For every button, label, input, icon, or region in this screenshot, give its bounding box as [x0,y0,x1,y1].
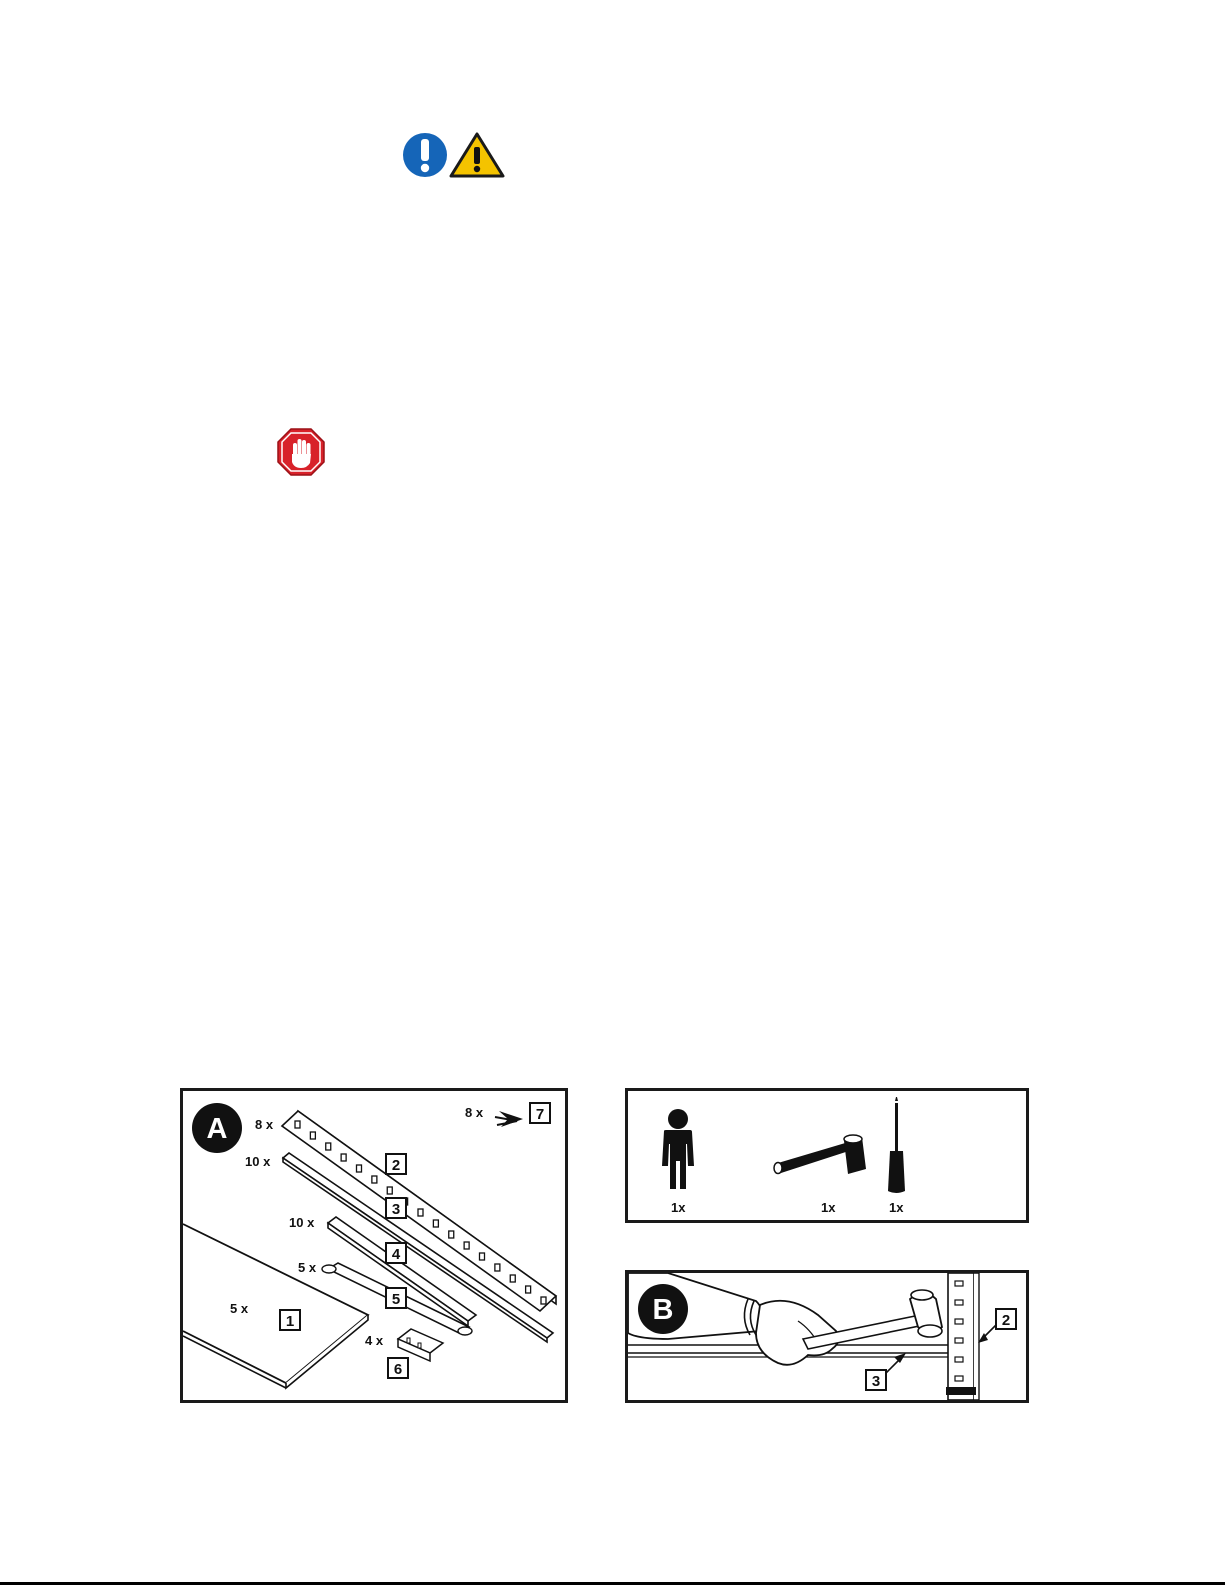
part-number-box-4 [386,1243,406,1263]
upright-slot [495,1264,500,1271]
part-number-box-6 [388,1358,408,1378]
part-7-clip [495,1111,523,1127]
svg-text:5: 5 [391,1291,401,1308]
upright-slot [464,1242,469,1249]
callout-3 [866,1353,906,1390]
svg-text:4: 4 [391,1246,401,1263]
parts-illustration [183,1091,565,1400]
svg-text:6: 6 [393,1361,403,1378]
upright-slot [326,1143,331,1150]
part-number-box-7 [530,1103,550,1123]
upright-slot [955,1281,963,1286]
svg-text:2: 2 [391,1157,401,1174]
tool-quantity-person: 1x [671,1200,686,1215]
svg-text:A: A [206,1113,228,1145]
hand [756,1301,839,1365]
quantity-label-part-5: 5 x [298,1260,317,1275]
upright-slot [480,1253,485,1260]
stop-hand-icon [276,427,326,477]
person-icon [662,1109,694,1189]
upright-slot [357,1165,362,1172]
svg-text:B: B [652,1294,674,1326]
quantity-label-part-2: 8 x [255,1117,274,1132]
part-number-box-2 [386,1154,406,1174]
exclamation-circle-icon [403,133,447,177]
upright-slot [955,1338,963,1343]
notice-icon-group [402,130,507,180]
tool-quantity-screwdriver: 1x [889,1200,904,1215]
tools-panel [625,1088,1029,1223]
svg-text:2: 2 [1001,1312,1011,1329]
part-6-bracket [398,1329,443,1361]
upright-slot [433,1220,438,1227]
svg-text:3: 3 [391,1201,401,1218]
upright-slot [295,1121,300,1128]
part-number-box-3 [386,1198,406,1218]
badge-b [638,1284,688,1334]
upright-slot [955,1376,963,1381]
badge-a [192,1103,242,1153]
upright-2 [946,1273,979,1400]
upright-slot [387,1187,392,1194]
quantity-label-part-4: 10 x [289,1215,315,1230]
callout-2 [978,1309,1016,1343]
quantity-label-part-6: 4 x [365,1333,384,1348]
upright-slot [510,1275,515,1282]
svg-text:7: 7 [535,1106,545,1123]
parts-panel-a [180,1088,568,1403]
upright-slot [955,1357,963,1362]
svg-text:1: 1 [285,1313,295,1330]
quantity-label-part-7: 8 x [465,1105,484,1120]
svg-text:3: 3 [871,1373,881,1390]
assembly-panel-b [625,1270,1029,1403]
upright-slot [541,1297,546,1304]
upright-slot [418,1209,423,1216]
quantity-label-part-1: 5 x [230,1301,249,1316]
upright-slot [341,1154,346,1161]
upright-slot [372,1176,377,1183]
upright-slot [955,1319,963,1324]
quantity-label-part-3: 10 x [245,1154,271,1169]
screwdriver-icon [888,1097,905,1193]
mallet-icon [774,1135,866,1174]
warning-triangle-icon [451,134,503,176]
part-1-shelf [183,1224,368,1388]
upright-slot [955,1300,963,1305]
upright-slot [310,1132,315,1139]
part-number-box-5 [386,1288,406,1308]
part-number-box-1 [280,1310,300,1330]
tool-quantity-mallet: 1x [821,1200,836,1215]
upright-slot [449,1231,454,1238]
upright-slot [526,1286,531,1293]
